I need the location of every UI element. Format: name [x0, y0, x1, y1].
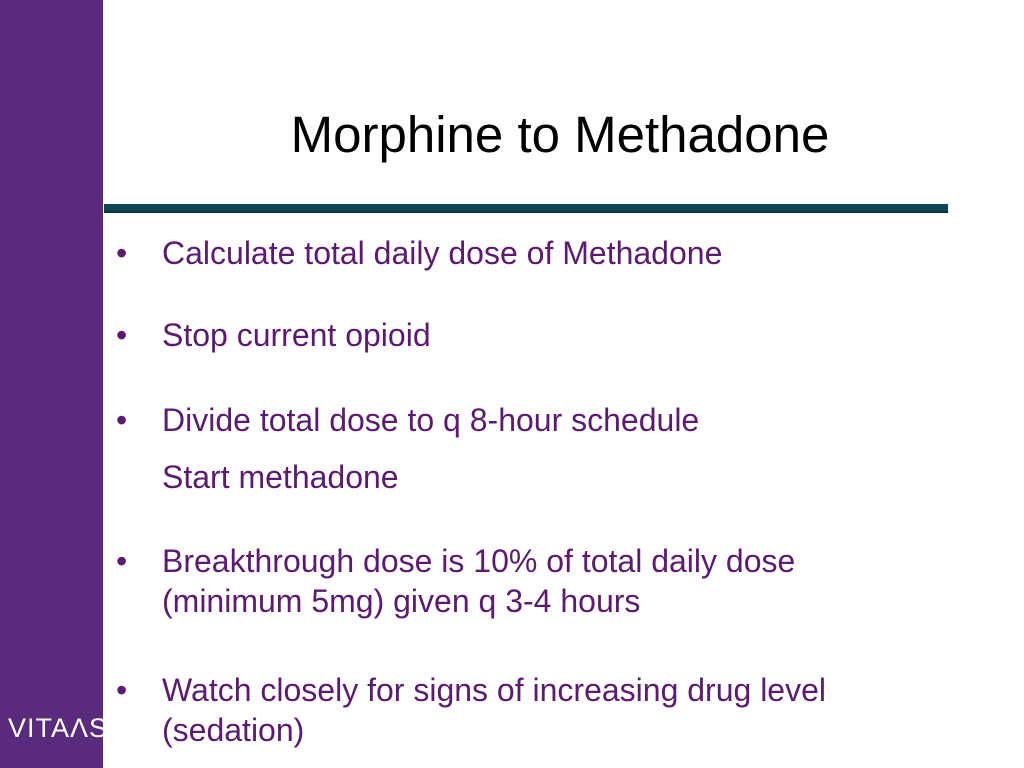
- bullet-line: Breakthrough dose is 10% of total daily dose: [162, 543, 796, 579]
- bullet-text: [162, 541, 1016, 621]
- bullet-line: (minimum 5mg) given q 3-4 hours: [162, 583, 641, 619]
- bullet-line: Stop current opioid: [162, 317, 431, 353]
- bullet-line: Divide total dose to q 8-hour schedule: [162, 402, 700, 438]
- bullet-text: [162, 315, 1016, 355]
- bullet-text: [162, 400, 1016, 497]
- logo-text: VITAΛS: [8, 713, 109, 743]
- bullet-dot: •: [116, 672, 128, 708]
- sidebar-band: [0, 0, 114, 768]
- bullet-text: [162, 233, 1016, 273]
- bullet-dot: •: [116, 543, 128, 579]
- bullet-line: Calculate total daily dose of Methadone: [162, 235, 723, 271]
- slide-title: Morphine to Methadone: [290, 106, 830, 163]
- bullet-line: Watch closely for signs of increasing drug level: [162, 672, 826, 708]
- bullet-item: [116, 315, 1016, 355]
- title-divider: [104, 204, 948, 211]
- bullet-text: [162, 670, 1016, 750]
- bullet-item: [116, 670, 1016, 750]
- registered-mark: ®: [108, 727, 114, 736]
- bullet-dot: •: [116, 317, 128, 353]
- bullet-line: (sedation): [162, 712, 305, 748]
- vitas-logo: [8, 712, 114, 744]
- bullet-dot: •: [116, 402, 128, 438]
- bullet-subline: Start methadone: [162, 459, 399, 495]
- bullet-item: [116, 233, 1016, 273]
- bullet-item: [116, 541, 1016, 621]
- bullet-item: [116, 400, 1016, 497]
- bullet-dot: •: [116, 235, 128, 271]
